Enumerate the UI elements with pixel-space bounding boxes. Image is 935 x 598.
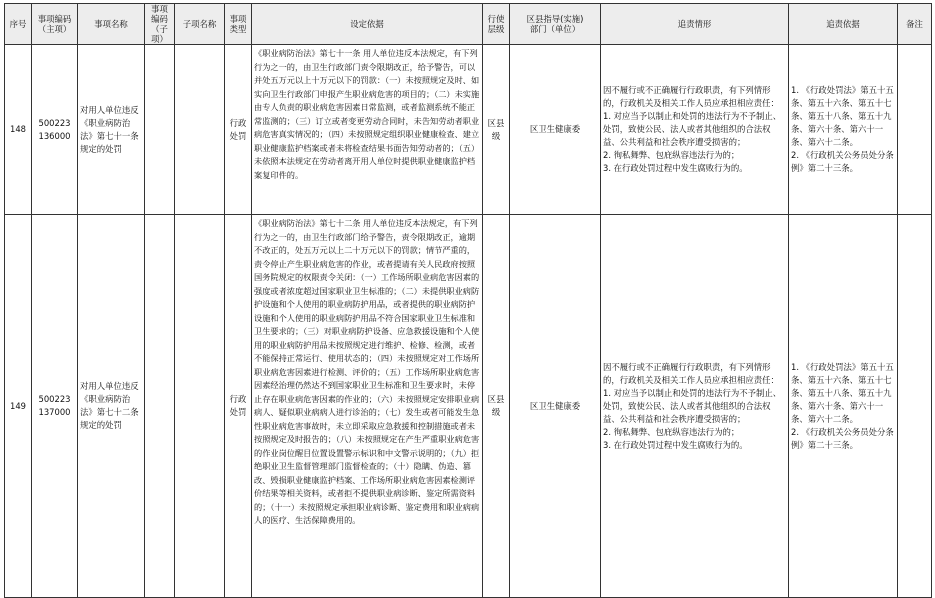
header-dept: 区县指导(实施) 部门（单位） [510,4,601,45]
header-subcode: 事项编码 （子项） [145,4,175,45]
header-accbasis: 追责依据 [789,4,898,45]
header-seq: 序号 [5,4,32,45]
cell-name: 对用人单位违反《职业病防治法》第七十一条规定的处罚 [78,45,145,215]
cell-subname [175,45,225,215]
cell-situation: 因不履行或不正确履行行政职责，有下列情形的，行政机关及相关工作人员应承担相应责任： 1. 对应当予以制止和处罚的违法行为不予制止、处罚，致使公民、法人或者其他组织的合法权益、公共利益和社会秩序遭受损害的； 2. 徇私舞弊、包庇纵容违法行为的； 3. 在行政处罚过程中发生腐败行为的。 [601,45,789,215]
table-row [5,45,932,215]
header-name: 事项名称 [78,4,145,45]
cell-subcode [145,215,175,598]
cell-type: 行政 处罚 [225,215,252,598]
header-level: 行使 层级 [483,4,510,45]
cell-basis: 《职业病防治法》第七十二条 用人单位违反本法规定，有下列行为之一的，由卫生行政部门给予警告，责令限期改正，逾期不改正的，处五万元以上二十万元以下的罚款；情节严重的，责令停止产生职业病危害的作业，或者提请有关人民政府按照国务院规定的权限责令关闭：（一）工作场所职业病危害因素的强度或者浓度超过国家职业卫生标准的；（二）未提供职业病防护设施和个人使用的职业病防护用品，或者提供的职业病防护设施和个人使用的职业病防护用品不符合国家职业卫生标准和卫生要求的；（三）对职业病防护设备、应急救援设施和个人使用的职业病防护用品未按照规定进行维护、检修、检测，或者不能保持正常运行、使用状态的；（四）未按照规定对工作场所职业病危害因素进行检测、评价的；（五）工作场所职业病危害因素经治理仍然达不到国家职业卫生标准和卫生要求时，未停止存在职业病危害因素的作业的；（六）未按照规定安排职业病病人、疑似职业病病人进行诊治的；（七）发生或者可能发生急性职业病危害事故时，未立即采取应急救援和控制措施或者未按照规定及时报告的；（八）未按照规定在产生严重职业病危害的作业岗位醒目位置设置警示标识和中文警示说明的；（九）拒绝职业卫生监督管理部门监督检查的；（十）隐瞒、伪造、篡改、毁损职业健康监护档案、工作场所职业病危害因素检测评价结果等相关资料，或者拒不提供职业病诊断、鉴定所需资料的；（十一）未按照规定承担职业病诊断、鉴定费用和职业病病人的医疗、生活保障费用的。 [252,215,483,598]
cell-dept: 区卫生健康委 [510,215,601,598]
header-type: 事项 类型 [225,4,252,45]
cell-remark [898,45,932,215]
table-row [5,215,932,598]
cell-code: 500223 136000 [32,45,78,215]
cell-accbasis: 1. 《行政处罚法》第五十五条、第五十六条、第五十七条、第五十八条、第五十九条、第六十条、第六十一条、第六十二条。 2. 《行政机关公务员处分条例》第二十三条。 [789,45,898,215]
cell-dept: 区卫生健康委 [510,45,601,215]
cell-level: 区县 级 [483,45,510,215]
cell-subname [175,215,225,598]
header-situation: 追责情形 [601,4,789,45]
header-subname: 子项名称 [175,4,225,45]
header-row [5,4,932,45]
cell-seq: 148 [5,45,32,215]
header-remark: 备注 [898,4,932,45]
cell-subcode [145,45,175,215]
header-basis: 设定依据 [252,4,483,45]
accountability-table [4,3,932,598]
cell-code: 500223 137000 [32,215,78,598]
cell-level: 区县 级 [483,215,510,598]
header-code: 事项编码 （主项） [32,4,78,45]
cell-accbasis: 1. 《行政处罚法》第五十五条、第五十六条、第五十七条、第五十八条、第五十九条、第六十条、第六十一条、第六十二条。 2. 《行政机关公务员处分条例》第二十三条。 [789,215,898,598]
cell-situation: 因不履行或不正确履行行政职责，有下列情形的，行政机关及相关工作人员应承担相应责任： 1. 对应当予以制止和处罚的违法行为不予制止、处罚，致使公民、法人或者其他组织的合法权益、公共利益和社会秩序遭受损害的； 2. 徇私舞弊、包庇纵容违法行为的； 3. 在行政处罚过程中发生腐败行为的。 [601,215,789,598]
cell-name: 对用人单位违反《职业病防治法》第七十二条规定的处罚 [78,215,145,598]
cell-remark [898,215,932,598]
cell-seq: 149 [5,215,32,598]
cell-type: 行政 处罚 [225,45,252,215]
cell-basis: 《职业病防治法》第七十一条 用人单位违反本法规定，有下列行为之一的，由卫生行政部门责令限期改正，给予警告，可以并处五万元以上十万元以下的罚款：（一）未按照规定及时、如实向卫生行政部门申报产生职业病危害的项目的；（二）未实施由专人负责的职业病危害因素日常监测，或者监测系统不能正常监测的；（三）订立或者变更劳动合同时，未告知劳动者职业病危害真实情况的；（四）未按照规定组织职业健康检查、建立职业健康监护档案或者未将检查结果书面告知劳动者的；（五）未依照本法规定在劳动者离开用人单位时提供职业健康监护档案复印件的。 [252,45,483,215]
